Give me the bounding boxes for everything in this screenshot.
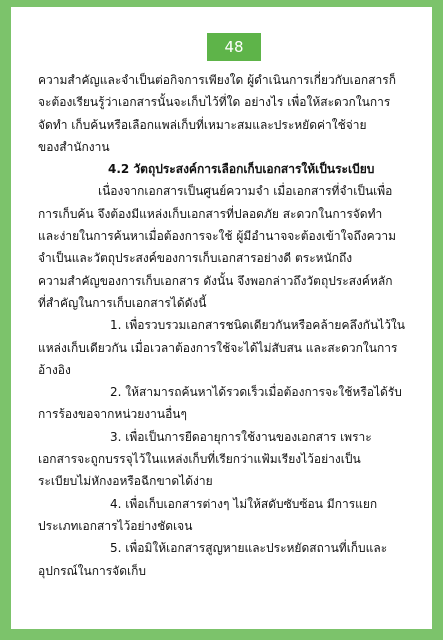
item-2-line-2: การร้องขอจากหน่วยงานอื่นๆ bbox=[38, 407, 187, 422]
item-4-line-1: 4. เพื่อเก็บเอกสารต่างๆ ไม่ให้สดับซับซ้อน มีการแยก bbox=[110, 496, 378, 511]
section-line-3: และง่ายในการค้นหาเมื่อต้องการจะใช้ ผู้มีอำนาจจะต้องเข้าใจถึงความ bbox=[38, 229, 397, 244]
item-1-line-3: อ้างอิง bbox=[38, 362, 71, 377]
item-2-line-1: 2. ให้สามารถค้นหาได้รวดเร็วเมื่อต้องการจะใช้หรือได้รับ bbox=[110, 385, 402, 400]
section-line-4: จำเป็นและวัตถุประสงค์ของการเก็บเอกสารอย่างดี ตระหนักถึง bbox=[38, 251, 353, 266]
intro-line-2: จะต้องเรียนรู้ว่าเอกสารนั้นจะเก็บไว้ที่ใด อย่างไร เพื่อให้สะดวกในการ bbox=[38, 95, 391, 110]
item-5-line-2: อุปกรณ์ในการจัดเก็บ bbox=[38, 563, 146, 578]
item-3-line-1: 3. เพื่อเป็นการยืดอายุการใช้งานของเอกสาร เพราะ bbox=[110, 429, 372, 444]
section-line-1: เนื่องจากเอกสารเป็นศูนย์ความจำ เมื่อเอกสารที่จำเป็นเพื่อ bbox=[98, 184, 393, 199]
intro-line-4: ของสำนักงาน bbox=[38, 139, 110, 154]
section-heading: 4.2 วัตถุประสงค์การเลือกเก็บเอกสารให้เป็นระเบียบ bbox=[108, 162, 375, 177]
item-1-line-1: 1. เพื่อรวบรวมเอกสารชนิดเดียวกันหรือคล้ายคลึงกันไว้ใน bbox=[110, 318, 405, 333]
item-4-line-2: ประเภทเอกสารไว้อย่างชัดเจน bbox=[38, 518, 193, 533]
section-line-6: ที่สำคัญในการเก็บเอกสารได้ดังนี้ bbox=[38, 295, 207, 310]
intro-line-1: ความสำคัญและจำเป็นต่อกิจการเพียงใด ผู้ดำเนินการเกี่ยวกับเอกสารก็ bbox=[38, 73, 396, 87]
section-line-2: การเก็บค้น จึงต้องมีแหล่งเก็บเอกสารที่ปลอดภัย สะดวกในการจัดทำ bbox=[38, 206, 383, 221]
item-1-line-2: แหล่งเก็บเดียวกัน เมื่อเวลาต้องการใช้จะได้ไม่สับสน และสะดวกในการ bbox=[38, 340, 398, 355]
item-3-line-2: เอกสารจะถูกบรรจุไว้ในแหล่งเก็บที่เรียกว่าแฟ้มเรียงไว้อย่างเป็น bbox=[38, 452, 361, 467]
document-body bbox=[38, 69, 424, 582]
page-number-badge: 48 bbox=[207, 33, 261, 61]
intro-line-3: จัดทำ เก็บค้นหรือเลือกแพล่เก็บที่เหมาะสมและประหยัดค่าใช้จ่าย bbox=[38, 117, 367, 132]
item-3-line-3: ระเบียบไม่หักงอหรือฉีกขาดได้ง่าย bbox=[38, 474, 213, 489]
section-line-5: ความสำคัญของการเก็บเอกสาร ดังนั้น จึงพอกล่าวถึงวัตถุประสงค์หลัก bbox=[38, 273, 393, 288]
item-5-line-1: 5. เพื่อมิให้เอกสารสูญหายและประหยัดสถานที่เก็บและ bbox=[110, 541, 388, 556]
